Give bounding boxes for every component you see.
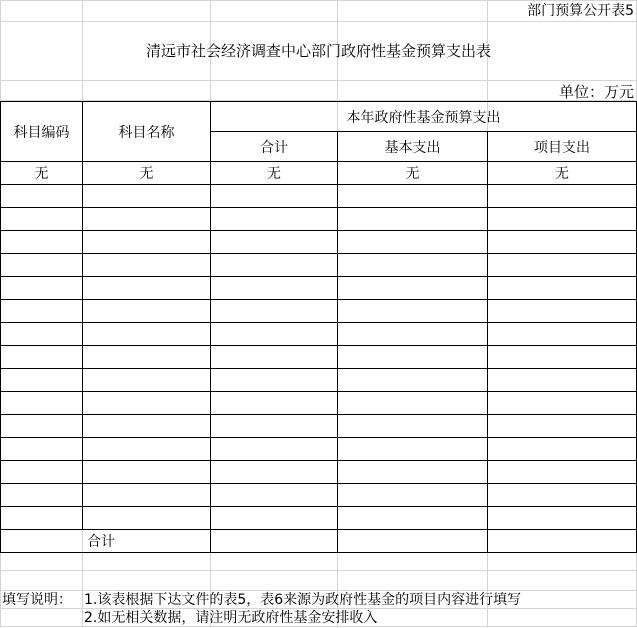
table-cell — [83, 438, 211, 461]
table-cell — [1, 323, 83, 346]
table-cell — [211, 415, 338, 438]
total-label: 合计 — [1, 530, 211, 553]
table-cell — [338, 461, 488, 484]
table-cell — [338, 415, 488, 438]
table-row — [1, 185, 637, 208]
total-row — [1, 530, 637, 553]
table-cell — [338, 254, 488, 277]
table-cell: 无 — [488, 162, 637, 185]
table-row — [1, 438, 637, 461]
table-cell — [488, 300, 637, 323]
table-cell — [211, 484, 338, 507]
notes-line-2: 2.如无相关数据，请注明无政府性基金安排收入 — [84, 610, 378, 626]
table-cell — [338, 438, 488, 461]
table-cell — [1, 300, 83, 323]
table-cell — [83, 231, 211, 254]
table-row — [1, 369, 637, 392]
unit-label: 单位：万元 — [558, 83, 634, 101]
header-total: 合计 — [211, 132, 338, 162]
table-cell — [211, 300, 338, 323]
table-cell — [211, 185, 338, 208]
budget-table — [0, 101, 637, 553]
table-row — [1, 300, 637, 323]
table-cell — [338, 277, 488, 300]
table-cell — [1, 369, 83, 392]
table-cell — [338, 484, 488, 507]
table-cell — [488, 461, 637, 484]
table-cell — [1, 415, 83, 438]
table-cell — [338, 507, 488, 530]
notes-label: 填写说明： — [2, 592, 72, 608]
table-cell — [488, 484, 637, 507]
table-cell — [211, 507, 338, 530]
header-gov-fund-expenditure: 本年政府性基金预算支出 — [211, 102, 637, 132]
table-cell — [211, 438, 338, 461]
table-row — [1, 208, 637, 231]
table-cell — [488, 254, 637, 277]
table-cell — [338, 300, 488, 323]
table-cell — [338, 530, 488, 553]
table-row — [1, 461, 637, 484]
table-cell — [1, 438, 83, 461]
table-cell — [211, 530, 338, 553]
table-row — [1, 162, 637, 185]
table-row — [1, 392, 637, 415]
table-cell — [83, 254, 211, 277]
table-cell — [488, 208, 637, 231]
table-cell — [1, 392, 83, 415]
table-cell — [488, 277, 637, 300]
table-cell — [488, 415, 637, 438]
table-cell — [211, 254, 338, 277]
table-cell — [211, 346, 338, 369]
table-cell — [488, 530, 637, 553]
table-cell — [1, 484, 83, 507]
table-cell — [83, 300, 211, 323]
table-cell — [211, 461, 338, 484]
table-cell — [488, 369, 637, 392]
header-project-expenditure: 项目支出 — [488, 132, 637, 162]
table-cell — [488, 392, 637, 415]
table-row — [1, 323, 637, 346]
table-cell — [83, 484, 211, 507]
table-row — [1, 277, 637, 300]
table-cell — [338, 231, 488, 254]
table-cell — [83, 461, 211, 484]
table-cell — [1, 277, 83, 300]
table-cell — [83, 507, 211, 530]
table-cell — [488, 438, 637, 461]
table-cell — [1, 231, 83, 254]
table-cell — [1, 346, 83, 369]
table-cell — [488, 231, 637, 254]
table-cell — [338, 346, 488, 369]
table-cell — [211, 392, 338, 415]
table-cell — [488, 346, 637, 369]
table-row — [1, 484, 637, 507]
form-number: 部门预算公开表5 — [527, 3, 634, 19]
page-title: 清远市社会经济调查中心部门政府性基金预算支出表 — [145, 42, 491, 60]
table-cell — [338, 392, 488, 415]
table-row — [1, 346, 637, 369]
table-cell — [338, 323, 488, 346]
table-cell — [83, 392, 211, 415]
table-cell — [488, 507, 637, 530]
table-cell — [488, 323, 637, 346]
table-row — [1, 415, 637, 438]
notes-line-1: 1.该表根据下达文件的表5，表6来源为政府性基金的项目内容进行填写 — [84, 592, 522, 608]
table-cell — [1, 461, 83, 484]
table-cell: 无 — [1, 162, 83, 185]
table-cell — [83, 415, 211, 438]
header-subject-code: 科目编码 — [1, 102, 83, 162]
table-cell — [211, 208, 338, 231]
table-cell — [1, 208, 83, 231]
table-cell — [211, 369, 338, 392]
table-cell: 无 — [211, 162, 338, 185]
table-cell — [83, 185, 211, 208]
table-cell — [83, 277, 211, 300]
table-cell — [488, 185, 637, 208]
table-cell: 无 — [338, 162, 488, 185]
table-cell — [83, 346, 211, 369]
table-cell — [1, 507, 83, 530]
table-row — [1, 507, 637, 530]
table-cell — [338, 369, 488, 392]
table-cell — [83, 323, 211, 346]
table-cell — [338, 185, 488, 208]
table-cell — [83, 208, 211, 231]
table-cell — [211, 231, 338, 254]
table-cell — [211, 277, 338, 300]
header-subject-name: 科目名称 — [83, 102, 211, 162]
table-row — [1, 231, 637, 254]
table-cell — [83, 369, 211, 392]
table-cell: 无 — [83, 162, 211, 185]
table-cell — [338, 208, 488, 231]
table-cell — [1, 185, 83, 208]
table-cell — [211, 323, 338, 346]
table-row — [1, 254, 637, 277]
header-basic-expenditure: 基本支出 — [338, 132, 488, 162]
table-cell — [1, 254, 83, 277]
